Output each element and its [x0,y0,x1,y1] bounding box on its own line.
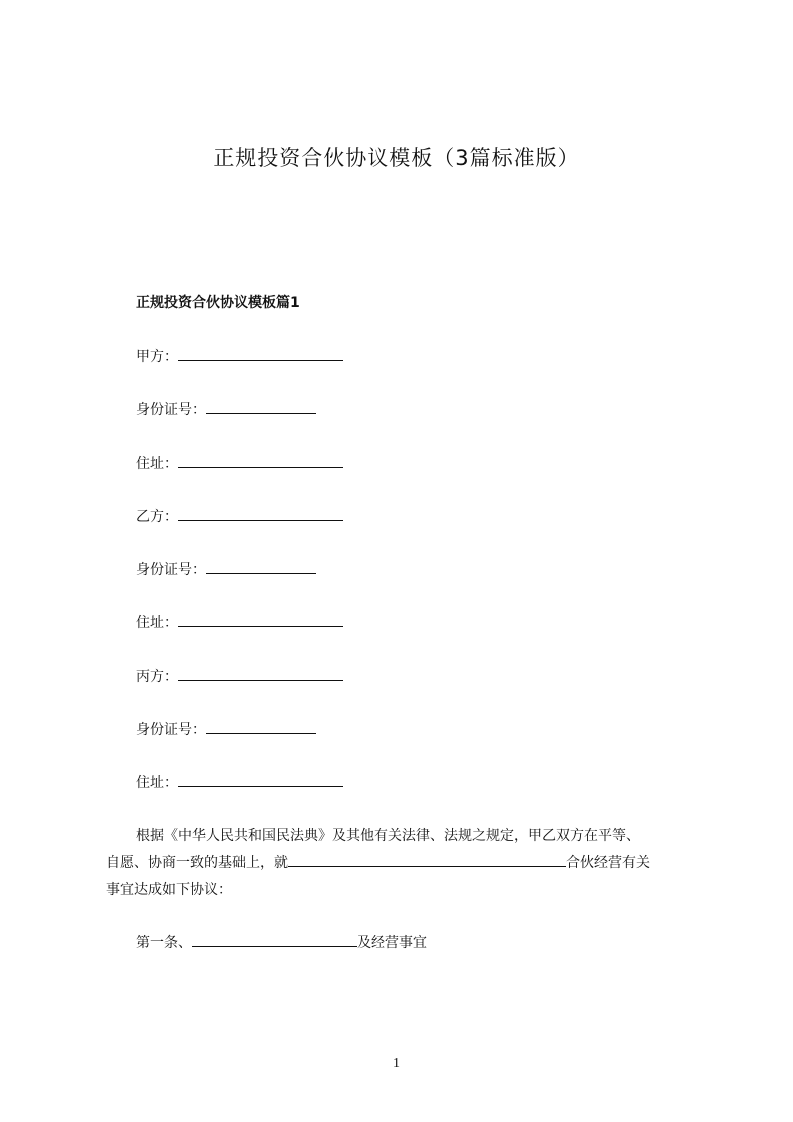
party-b-field [136,506,343,526]
party-a-field [136,346,343,366]
field-label: 住址： [136,456,178,472]
field-label: 身份证号： [136,402,206,418]
article-1 [136,932,427,952]
field-label: 甲方： [136,349,178,365]
party-a-address-field [136,453,343,473]
article-1-blank[interactable] [192,932,357,947]
party-a-address-blank[interactable] [178,453,343,468]
party-c-id-blank[interactable] [206,719,316,734]
field-label: 住址： [136,775,178,791]
party-c-blank[interactable] [178,666,343,681]
party-a-id-blank[interactable] [206,399,316,414]
party-b-address-field [136,612,343,632]
business-blank[interactable] [288,852,566,867]
party-c-address-blank[interactable] [178,772,343,787]
field-label: 住址： [136,615,178,631]
party-b-address-blank[interactable] [178,612,343,627]
article-text: 及经营事宜 [357,935,427,951]
field-label: 身份证号： [136,562,206,578]
section-heading: 正规投资合伙协议模板篇1 [136,295,300,311]
preamble-text: 自愿、协商一致的基础上，就 [106,855,288,871]
field-label: 乙方： [136,509,178,525]
party-c-field [136,666,343,686]
party-c-id-field [136,719,316,739]
party-a-blank[interactable] [178,346,343,361]
party-b-blank[interactable] [178,506,343,521]
page-number: 1 [393,1056,400,1071]
preamble-line-1: 根据《中华人民共和国民法典》及其他有关法律、法规之规定，甲乙双方在平等、 [136,828,640,844]
field-label: 身份证号： [136,722,206,738]
field-label: 丙方： [136,669,178,685]
preamble-text: 合伙经营有关 [566,855,650,871]
party-b-id-blank[interactable] [206,559,316,574]
party-c-address-field [136,772,343,792]
party-b-id-field [136,559,316,579]
party-a-id-field [136,399,316,419]
preamble-line-2 [106,852,650,872]
preamble-line-3: 事宜达成如下协议： [106,882,232,898]
document-title: 正规投资合伙协议模板（3篇标准版） [213,146,580,170]
article-text: 第一条、 [136,935,192,951]
